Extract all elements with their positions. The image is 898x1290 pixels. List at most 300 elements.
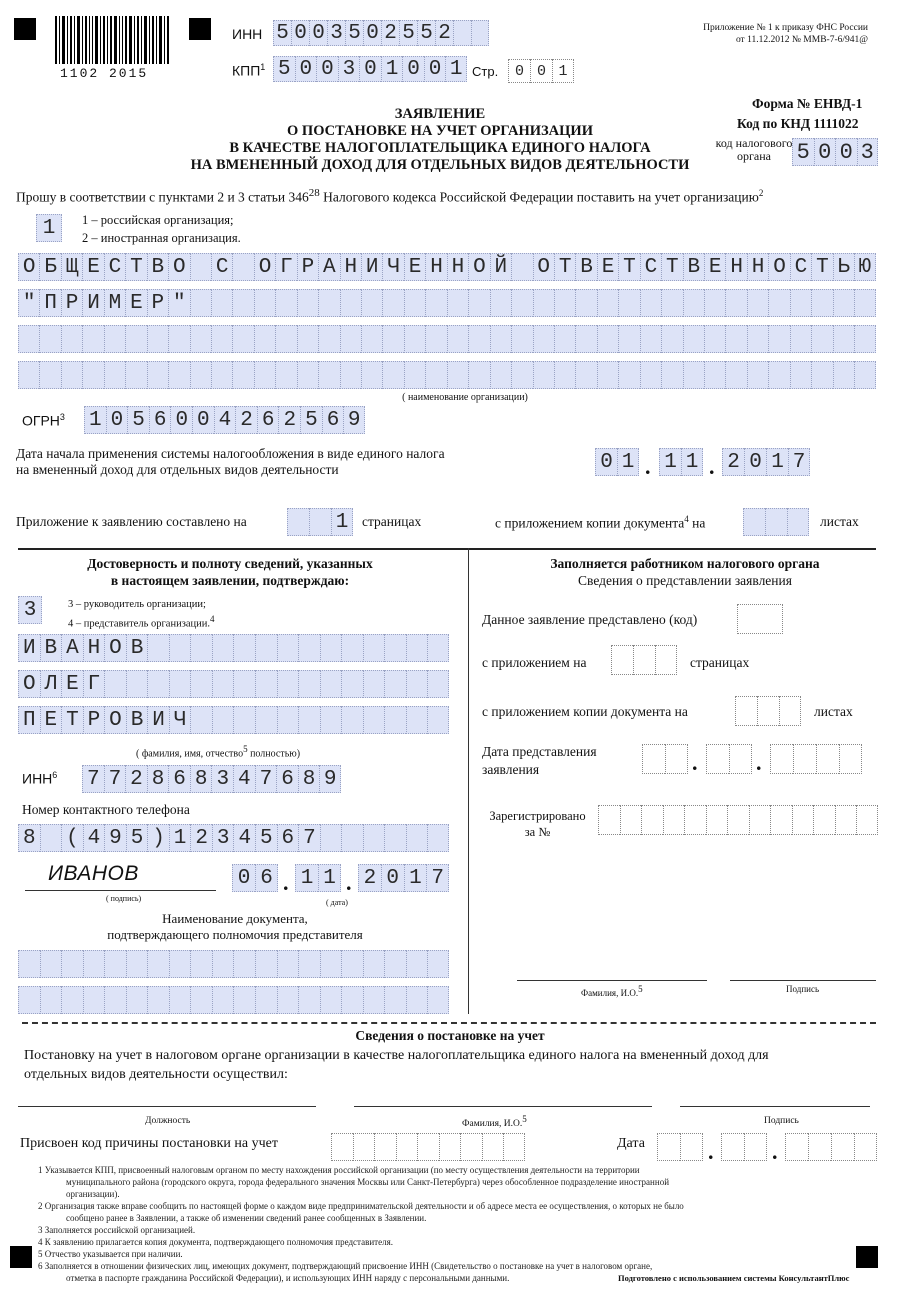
char-cell (533, 325, 554, 353)
char-cell: Р (61, 289, 82, 317)
char-cell: П (18, 706, 40, 734)
position-line (18, 1106, 316, 1107)
char-cell (340, 289, 361, 317)
registration-text1: Постановку на учет в налоговом органе организации в качестве налогоплательщика единого налога на вмененный доход для (24, 1048, 769, 1063)
char-cell (744, 1133, 767, 1161)
char-cell (765, 508, 787, 536)
char-cell (704, 289, 725, 317)
char-cell: И (82, 289, 103, 317)
char-cell: 1 (445, 56, 467, 82)
char-cell (287, 508, 309, 536)
page-cells[interactable] (508, 59, 574, 83)
char-cell (298, 670, 320, 698)
char-cell (779, 696, 801, 726)
char-cell (190, 634, 212, 662)
start-date-dot2: . (709, 454, 715, 479)
char-cell (447, 325, 468, 353)
char-cell: Г (83, 670, 105, 698)
char-cell (597, 289, 618, 317)
signer-inn-text: ИНН (22, 770, 53, 787)
start-date-label (16, 446, 445, 478)
char-cell: 0 (595, 448, 617, 476)
char-cell (168, 325, 189, 353)
char-cell (190, 361, 211, 389)
char-cell (353, 1133, 375, 1161)
credit-line: Подготовлено с использованием системы КонсультантПлюс (618, 1273, 850, 1283)
char-cell: 2 (235, 406, 257, 434)
footnotes (38, 1164, 868, 1284)
footnote-4: 4 К заявлению прилагается копия документа, подтверждающего полномочия представителя. (38, 1237, 393, 1247)
kpp-assigned-cells[interactable] (331, 1133, 525, 1161)
char-cell (341, 824, 363, 852)
char-cell (792, 805, 814, 835)
char-cell (554, 361, 575, 389)
char-cell: Р (147, 289, 168, 317)
char-cell (768, 289, 789, 317)
char-cell: 0 (291, 20, 309, 46)
ogrn-cells[interactable] (84, 406, 365, 434)
char-cell: 1 (552, 59, 574, 83)
doc-row-1[interactable] (18, 950, 449, 978)
char-cell (787, 508, 809, 536)
char-cell (854, 361, 875, 389)
ogrn-label-text: ОГРН (22, 412, 60, 429)
char-cell: 8 (18, 824, 40, 852)
fio-caption-text: ( фамилия, имя, отчество (136, 748, 244, 760)
char-cell (503, 1133, 525, 1161)
char-cell (396, 1133, 418, 1161)
char-cell (169, 634, 191, 662)
registrar-fio-caption (462, 1114, 527, 1129)
char-cell: 2 (278, 406, 300, 434)
char-cell: 5 (417, 20, 435, 46)
char-cell (511, 289, 532, 317)
char-cell (61, 950, 83, 978)
char-cell: Т (618, 253, 639, 281)
char-cell (232, 289, 253, 317)
char-cell: ) (147, 824, 169, 852)
char-cell: А (318, 253, 339, 281)
reg-date-year[interactable] (785, 1133, 877, 1161)
org-name-row-3[interactable] (18, 325, 876, 353)
char-cell: 5 (399, 20, 417, 46)
char-cell (533, 361, 554, 389)
org-name-row-4[interactable] (18, 361, 876, 389)
char-cell: Л (40, 670, 62, 698)
char-cell (618, 361, 639, 389)
char-cell (341, 634, 363, 662)
char-cell: Н (425, 253, 446, 281)
char-cell: Т (61, 706, 83, 734)
char-cell (18, 950, 40, 978)
char-cell (620, 805, 642, 835)
char-cell: 1 (617, 448, 639, 476)
char-cell: 1 (404, 864, 427, 892)
char-cell (511, 361, 532, 389)
char-cell: 7 (426, 864, 449, 892)
char-cell (831, 1133, 854, 1161)
char-cell (427, 824, 449, 852)
char-cell (661, 289, 682, 317)
char-cell (363, 950, 385, 978)
char-cell: 0 (424, 56, 446, 82)
char-cell (404, 289, 425, 317)
char-cell (490, 289, 511, 317)
kpp-label (232, 62, 265, 79)
char-cell: О (104, 706, 126, 734)
char-cell (384, 950, 406, 978)
char-cell (793, 744, 816, 774)
registration-separator (22, 1022, 876, 1024)
char-cell: 0 (381, 864, 404, 892)
patronymic-cells[interactable] (18, 706, 449, 734)
reg-number-cells[interactable] (598, 805, 878, 835)
kpp-cells[interactable] (273, 56, 467, 82)
submit-date-day[interactable] (642, 744, 688, 774)
char-cell (233, 950, 255, 978)
tax-org-label2: органа (737, 149, 771, 163)
barcode-number: 1102 2015 (60, 66, 149, 81)
appendix-pages-cells[interactable] (287, 508, 353, 536)
sign-date-month[interactable] (295, 864, 341, 892)
appendix-line1: Приложение № 1 к приказу ФНС России (703, 23, 868, 33)
submit-date-label (482, 743, 597, 779)
char-cell (320, 824, 342, 852)
char-cell (255, 950, 277, 978)
char-cell (704, 361, 725, 389)
signer-inn-cells[interactable] (82, 765, 341, 793)
char-cell (490, 361, 511, 389)
submitted-code-cell[interactable] (737, 604, 783, 634)
submit-date-dot2: . (756, 750, 762, 775)
char-cell (382, 325, 403, 353)
char-cell (768, 361, 789, 389)
char-cell (533, 289, 554, 317)
kpp-assigned-label: Присвоен код причины постановки на учет (20, 1136, 278, 1151)
start-date-year[interactable] (722, 448, 810, 476)
inn-label: ИНН (232, 26, 263, 42)
char-cell: 2 (125, 765, 147, 793)
appendix-copy-footnote: 4 (684, 514, 689, 524)
sign-date-day[interactable] (232, 864, 278, 892)
char-cell (468, 289, 489, 317)
role-footnote: 4 (210, 614, 215, 624)
doc-label1: Наименование документа, (162, 911, 308, 926)
doc-row-2[interactable] (18, 986, 449, 1014)
char-cell (661, 361, 682, 389)
char-cell (275, 289, 296, 317)
char-cell (361, 289, 382, 317)
char-cell (39, 325, 60, 353)
char-cell: 7 (298, 824, 320, 852)
char-cell (737, 604, 783, 634)
char-cell (211, 289, 232, 317)
sign-date-year[interactable] (358, 864, 449, 892)
char-cell: 9 (104, 824, 126, 852)
title-line2: О ПОСТАНОВКЕ НА УЧЕТ ОРГАНИЗАЦИИ (287, 123, 593, 139)
reg-number-label1: Зарегистрировано (489, 809, 586, 823)
char-cell: О (168, 253, 189, 281)
char-cell (833, 289, 854, 317)
char-cell: 4 (83, 824, 105, 852)
char-cell: Н (83, 634, 105, 662)
char-cell (770, 805, 792, 835)
char-cell: В (575, 253, 596, 281)
char-cell: 2 (358, 864, 381, 892)
registration-heading: Сведения о постановке на учет (355, 1028, 545, 1043)
char-cell (233, 986, 255, 1014)
char-cell (61, 325, 82, 353)
char-cell (854, 1133, 877, 1161)
char-cell (721, 1133, 744, 1161)
char-cell (618, 325, 639, 353)
start-date-month[interactable] (659, 448, 703, 476)
char-cell (104, 950, 126, 978)
char-cell (297, 289, 318, 317)
char-cell (320, 670, 342, 698)
char-cell: 6 (255, 864, 278, 892)
org-type-cell[interactable] (36, 214, 62, 242)
char-cell: 3 (18, 596, 42, 624)
char-cell: Ю (854, 253, 875, 281)
char-cell (341, 950, 363, 978)
with-copy-cells[interactable] (735, 696, 801, 726)
char-cell: 1 (681, 448, 703, 476)
char-cell: 5 (792, 138, 814, 166)
footnote-6: 6 Заполняется в отношении физических лиц, имеющих документ, подтверждающий присвоение ИНН (Свидетельство о постановке на учет в налоговом органе, (38, 1261, 653, 1271)
char-cell (320, 986, 342, 1014)
knd-code: Код по КНД 1111022 (737, 116, 859, 131)
char-cell (808, 1133, 831, 1161)
char-cell: 5 (345, 20, 363, 46)
char-cell: Н (340, 253, 361, 281)
char-cell: О (104, 634, 126, 662)
char-cell (147, 325, 168, 353)
char-cell (833, 361, 854, 389)
appendix-reference (660, 22, 868, 46)
char-cell (575, 361, 596, 389)
char-cell (725, 289, 746, 317)
with-app-cells[interactable] (611, 645, 677, 675)
org-name-row-2[interactable] (18, 289, 876, 317)
office-fio-line (517, 980, 707, 981)
doc-label (80, 911, 390, 943)
char-cell (785, 1133, 808, 1161)
office-fio-text: Фамилия, И.О. (581, 988, 639, 998)
registrar-sign-caption: Подпись (764, 1116, 799, 1126)
appendix-sheets-cells[interactable] (743, 508, 809, 536)
registrar-sign-line (680, 1106, 870, 1107)
char-cell (363, 824, 385, 852)
char-cell: В (40, 634, 62, 662)
request-text-a: Прошу в соответствии с пунктами 2 и 3 статьи 346 (16, 189, 309, 205)
char-cell: 6 (257, 406, 279, 434)
char-cell (212, 670, 234, 698)
char-cell (468, 361, 489, 389)
char-cell (706, 805, 728, 835)
char-cell: Е (82, 253, 103, 281)
char-cell (147, 634, 169, 662)
char-cell (61, 986, 83, 1014)
char-cell (331, 1133, 353, 1161)
reg-date-month[interactable] (721, 1133, 767, 1161)
org-type-opt1: 1 – российская организация; (82, 213, 234, 227)
char-cell (655, 645, 677, 675)
title-line1: ЗАЯВЛЕНИЕ (394, 106, 486, 122)
char-cell (254, 289, 275, 317)
submit-date-month[interactable] (706, 744, 752, 774)
char-cell (683, 361, 704, 389)
name-cells[interactable] (18, 670, 449, 698)
char-cell (126, 986, 148, 1014)
confirm-heading2: в настоящем заявлении, подтверждаю: (110, 573, 350, 588)
org-name-row-1[interactable] (18, 253, 876, 281)
char-cell (318, 289, 339, 317)
char-cell (384, 634, 406, 662)
char-cell (468, 325, 489, 353)
char-cell: 3 (211, 765, 233, 793)
char-cell (374, 1133, 396, 1161)
char-cell: 6 (149, 406, 171, 434)
char-cell: Б (39, 253, 60, 281)
inn-cells[interactable] (273, 20, 489, 46)
char-cell: М (104, 289, 125, 317)
char-cell (147, 950, 169, 978)
char-cell (233, 706, 255, 734)
fio-caption-text2: полностью) (247, 748, 301, 760)
registrar-fio-footnote: 5 (522, 1114, 527, 1124)
char-cell: О (533, 253, 554, 281)
char-cell: В (147, 253, 168, 281)
footnote-3: 3 Заполняется российской организацией. (38, 1225, 196, 1235)
char-cell (768, 325, 789, 353)
char-cell (169, 986, 191, 1014)
appendix-label: Приложение к заявлению составлено на (16, 514, 247, 529)
char-cell (125, 325, 146, 353)
char-cell: Й (490, 253, 511, 281)
char-cell (511, 325, 532, 353)
char-cell (749, 805, 771, 835)
char-cell (471, 20, 489, 46)
char-cell (255, 634, 277, 662)
appendix-pages-label: страницах (362, 514, 422, 529)
char-cell: Е (404, 253, 425, 281)
confirm-heading1: Достоверность и полноту сведений, указанных (87, 556, 373, 571)
char-cell: 5 (127, 406, 149, 434)
char-cell (597, 361, 618, 389)
char-cell (747, 361, 768, 389)
char-cell (404, 325, 425, 353)
char-cell (439, 1133, 461, 1161)
submit-date-label2: заявления (482, 762, 540, 777)
phone-cells[interactable] (18, 824, 449, 852)
char-cell: 3 (212, 824, 234, 852)
char-cell (275, 325, 296, 353)
char-cell (854, 289, 875, 317)
char-cell (404, 361, 425, 389)
submit-date-year[interactable] (770, 744, 862, 774)
char-cell (233, 670, 255, 698)
char-cell (511, 253, 532, 281)
footnote-6b: отметка в паспорте гражданина Российской Федерации), и использующих ИНН наряду с персональными данными. (66, 1273, 510, 1283)
char-cell: Е (125, 289, 146, 317)
confirm-heading (30, 555, 430, 589)
char-cell: О (254, 253, 275, 281)
char-cell (39, 361, 60, 389)
char-cell (417, 1133, 439, 1161)
char-cell: Р (83, 706, 105, 734)
char-cell: И (18, 634, 40, 662)
surname-cells[interactable] (18, 634, 449, 662)
request-text (16, 187, 763, 206)
role-cell[interactable] (18, 596, 42, 624)
tax-org-label1: код налогового (715, 136, 793, 150)
char-cell (382, 289, 403, 317)
char-cell: С (790, 253, 811, 281)
char-cell (640, 325, 661, 353)
char-cell: 1 (331, 508, 353, 536)
char-cell (747, 325, 768, 353)
char-cell (277, 706, 299, 734)
reg-date-dot2: . (772, 1139, 778, 1164)
char-cell: 0 (363, 20, 381, 46)
char-cell (743, 508, 765, 536)
char-cell (384, 706, 406, 734)
reg-date-day[interactable] (657, 1133, 703, 1161)
org-type-options (82, 211, 241, 247)
signature: ИВАНОВ (48, 862, 139, 885)
char-cell (661, 325, 682, 353)
char-cell: 0 (106, 406, 128, 434)
char-cell: Н (725, 253, 746, 281)
char-cell (361, 325, 382, 353)
char-cell (255, 706, 277, 734)
appendix-copy-label (495, 514, 705, 532)
char-cell (190, 325, 211, 353)
registrar-fio-line (354, 1106, 652, 1107)
char-cell: 8 (147, 765, 169, 793)
char-cell: 5 (273, 20, 291, 46)
char-cell: 3 (857, 138, 879, 166)
char-cell (447, 289, 468, 317)
char-cell: 9 (343, 406, 365, 434)
signer-inn-label (22, 770, 57, 787)
char-cell: Ь (833, 253, 854, 281)
title-line3: В КАЧЕСТВЕ НАЛОГОПЛАТЕЛЬЩИКА ЕДИНОГО НАЛОГА (229, 140, 651, 156)
char-cell (40, 950, 62, 978)
char-cell: Р (297, 253, 318, 281)
char-cell (298, 950, 320, 978)
char-cell (363, 986, 385, 1014)
char-cell: Т (811, 253, 832, 281)
char-cell: О (768, 253, 789, 281)
char-cell: 6 (276, 765, 298, 793)
char-cell (554, 325, 575, 353)
start-date-day[interactable] (595, 448, 639, 476)
request-footnote: 2 (758, 188, 764, 198)
char-cell: 2 (435, 20, 453, 46)
char-cell: В (683, 253, 704, 281)
char-cell (254, 361, 275, 389)
tax-org-cells[interactable] (792, 138, 878, 166)
char-cell: П (39, 289, 60, 317)
char-cell (611, 645, 633, 675)
char-cell (61, 361, 82, 389)
char-cell (453, 20, 471, 46)
char-cell (232, 325, 253, 353)
char-cell (340, 361, 361, 389)
char-cell: 4 (233, 824, 255, 852)
